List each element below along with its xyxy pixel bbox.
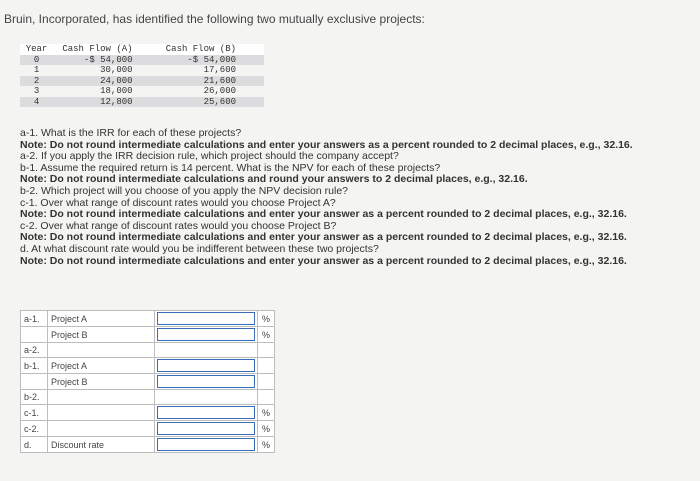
- answer-input[interactable]: [157, 359, 255, 372]
- answer-input[interactable]: [157, 312, 255, 325]
- cash-flow-row: [20, 86, 264, 97]
- answer-row: [21, 374, 275, 390]
- answer-row-sublabel: [48, 405, 155, 421]
- answer-row: [21, 437, 275, 453]
- year-cell: 1: [33, 65, 40, 75]
- answer-input-cell: [155, 374, 258, 390]
- answer-table: [20, 310, 275, 453]
- answer-unit: %: [258, 437, 275, 453]
- answer-input[interactable]: [157, 375, 255, 388]
- cash-flow-table: [20, 44, 264, 107]
- cash-flow-row: [20, 55, 264, 66]
- note-line: Note: Do not round intermediate calculations and round your answers to 2 decimal places, e.g., 32.16.: [20, 173, 528, 186]
- answer-row-label: a-2.: [21, 343, 48, 358]
- answer-row: [21, 405, 275, 421]
- cash-flow-row: [20, 97, 264, 108]
- answer-unit: %: [258, 421, 275, 437]
- year-cell: 4: [20, 97, 53, 108]
- answer-row-sublabel: Project A: [48, 311, 155, 327]
- note-line: Note: Do not round intermediate calculations and enter your answer as a percent rounded to 2 decimal places, e.g., 32.16.: [20, 254, 627, 267]
- answer-row-sublabel: [48, 390, 155, 405]
- cash-flow-a-cell: -$ 54,000: [53, 55, 156, 66]
- question-line: c-1. Over what range of discount rates would you choose Project A?: [20, 196, 336, 209]
- answer-row: [21, 358, 275, 374]
- question-line: a-2. If you apply the IRR decision rule, which project should the company accept?: [20, 150, 399, 163]
- answer-row: [21, 327, 275, 343]
- answer-unit: [258, 358, 275, 374]
- cash-flow-row: [20, 76, 264, 87]
- cash-flow-a-cell: 30,000: [100, 65, 133, 75]
- answer-row-sublabel: Project A: [48, 358, 155, 374]
- cash-flow-b-cell: 21,600: [157, 76, 264, 87]
- answer-row-sublabel: [48, 343, 155, 358]
- answer-row: [21, 421, 275, 437]
- answer-area: [20, 310, 282, 453]
- answer-input[interactable]: [157, 422, 255, 435]
- cash-flow-row: [20, 65, 264, 76]
- question-line: b-2. Which project will you choose of you apply the NPV decision rule?: [20, 184, 349, 197]
- answer-row-sublabel: Project B: [48, 327, 155, 343]
- answer-unit: [258, 374, 275, 390]
- question-line: d. At what discount rate would you be indifferent between these two projects?: [20, 242, 379, 255]
- answer-row: [21, 343, 275, 358]
- answer-unit: %: [258, 405, 275, 421]
- answer-row-sublabel: [48, 421, 155, 437]
- answer-input-cell: [155, 327, 258, 343]
- answer-row-label: d.: [21, 437, 48, 453]
- note-line: Note: Do not round intermediate calculations and enter your answers as a percent rounded to 2 decimal places, e.g., 32.16.: [20, 138, 633, 151]
- cash-flow-b-cell: 26,000: [203, 86, 236, 96]
- cash-flow-header-row: [20, 44, 264, 55]
- year-cell: 0: [20, 55, 53, 66]
- answer-row-label: c-2.: [21, 421, 48, 437]
- answer-input[interactable]: [157, 406, 255, 419]
- answer-empty-cell[interactable]: [155, 343, 258, 358]
- cash-flow-b-header: Cash Flow (B): [157, 44, 264, 55]
- cash-flow-a-header: Cash Flow (A): [53, 44, 156, 55]
- note-line: Note: Do not round intermediate calculations and enter your answer as a percent rounded to 2 decimal places, e.g., 32.16.: [20, 231, 627, 244]
- answer-row-label: [21, 374, 48, 390]
- cash-flow-b-cell: 25,600: [157, 97, 264, 108]
- cash-flow-a-cell: 18,000: [100, 86, 133, 96]
- answer-row-sublabel: Discount rate: [48, 437, 155, 453]
- answer-unit: %: [258, 311, 275, 327]
- note-line: Note: Do not round intermediate calculations and enter your answer as a percent rounded to 2 decimal places, e.g., 32.16.: [20, 208, 627, 221]
- answer-row-label: b-1.: [21, 358, 48, 374]
- answer-unit: [258, 390, 275, 405]
- cash-flow-a-cell: 12,800: [53, 97, 156, 108]
- answer-input[interactable]: [157, 438, 255, 451]
- question-list: [20, 128, 690, 267]
- answer-input-cell: [155, 437, 258, 453]
- problem-title: Bruin, Incorporated, has identified the following two mutually exclusive projects:: [4, 12, 425, 26]
- question-line: a-1. What is the IRR for each of these projects?: [20, 127, 242, 139]
- answer-input-cell: [155, 421, 258, 437]
- answer-row: [21, 311, 275, 327]
- answer-unit: %: [258, 327, 275, 343]
- cash-flow-b-cell: 17,600: [203, 65, 236, 75]
- answer-row-label: [21, 327, 48, 343]
- year-cell: 2: [20, 76, 53, 87]
- answer-empty-cell[interactable]: [155, 390, 258, 405]
- answer-input-cell: [155, 405, 258, 421]
- answer-row-label: c-1.: [21, 405, 48, 421]
- cash-flow-b-cell: -$ 54,000: [157, 55, 264, 66]
- answer-row-sublabel: Project B: [48, 374, 155, 390]
- year-cell: 3: [33, 86, 40, 96]
- answer-row-label: a-1.: [21, 311, 48, 327]
- question-line: b-1. Assume the required return is 14 percent. What is the NPV for each of these projects?: [20, 161, 441, 174]
- answer-row: [21, 390, 275, 405]
- answer-input-cell: [155, 358, 258, 374]
- cash-flow-a-cell: 24,000: [53, 76, 156, 87]
- year-header: Year: [20, 44, 53, 55]
- question-line: c-2. Over what range of discount rates would you choose Project B?: [20, 219, 337, 232]
- answer-row-label: b-2.: [21, 390, 48, 405]
- answer-unit: [258, 343, 275, 358]
- answer-input[interactable]: [157, 328, 255, 341]
- answer-input-cell: [155, 311, 258, 327]
